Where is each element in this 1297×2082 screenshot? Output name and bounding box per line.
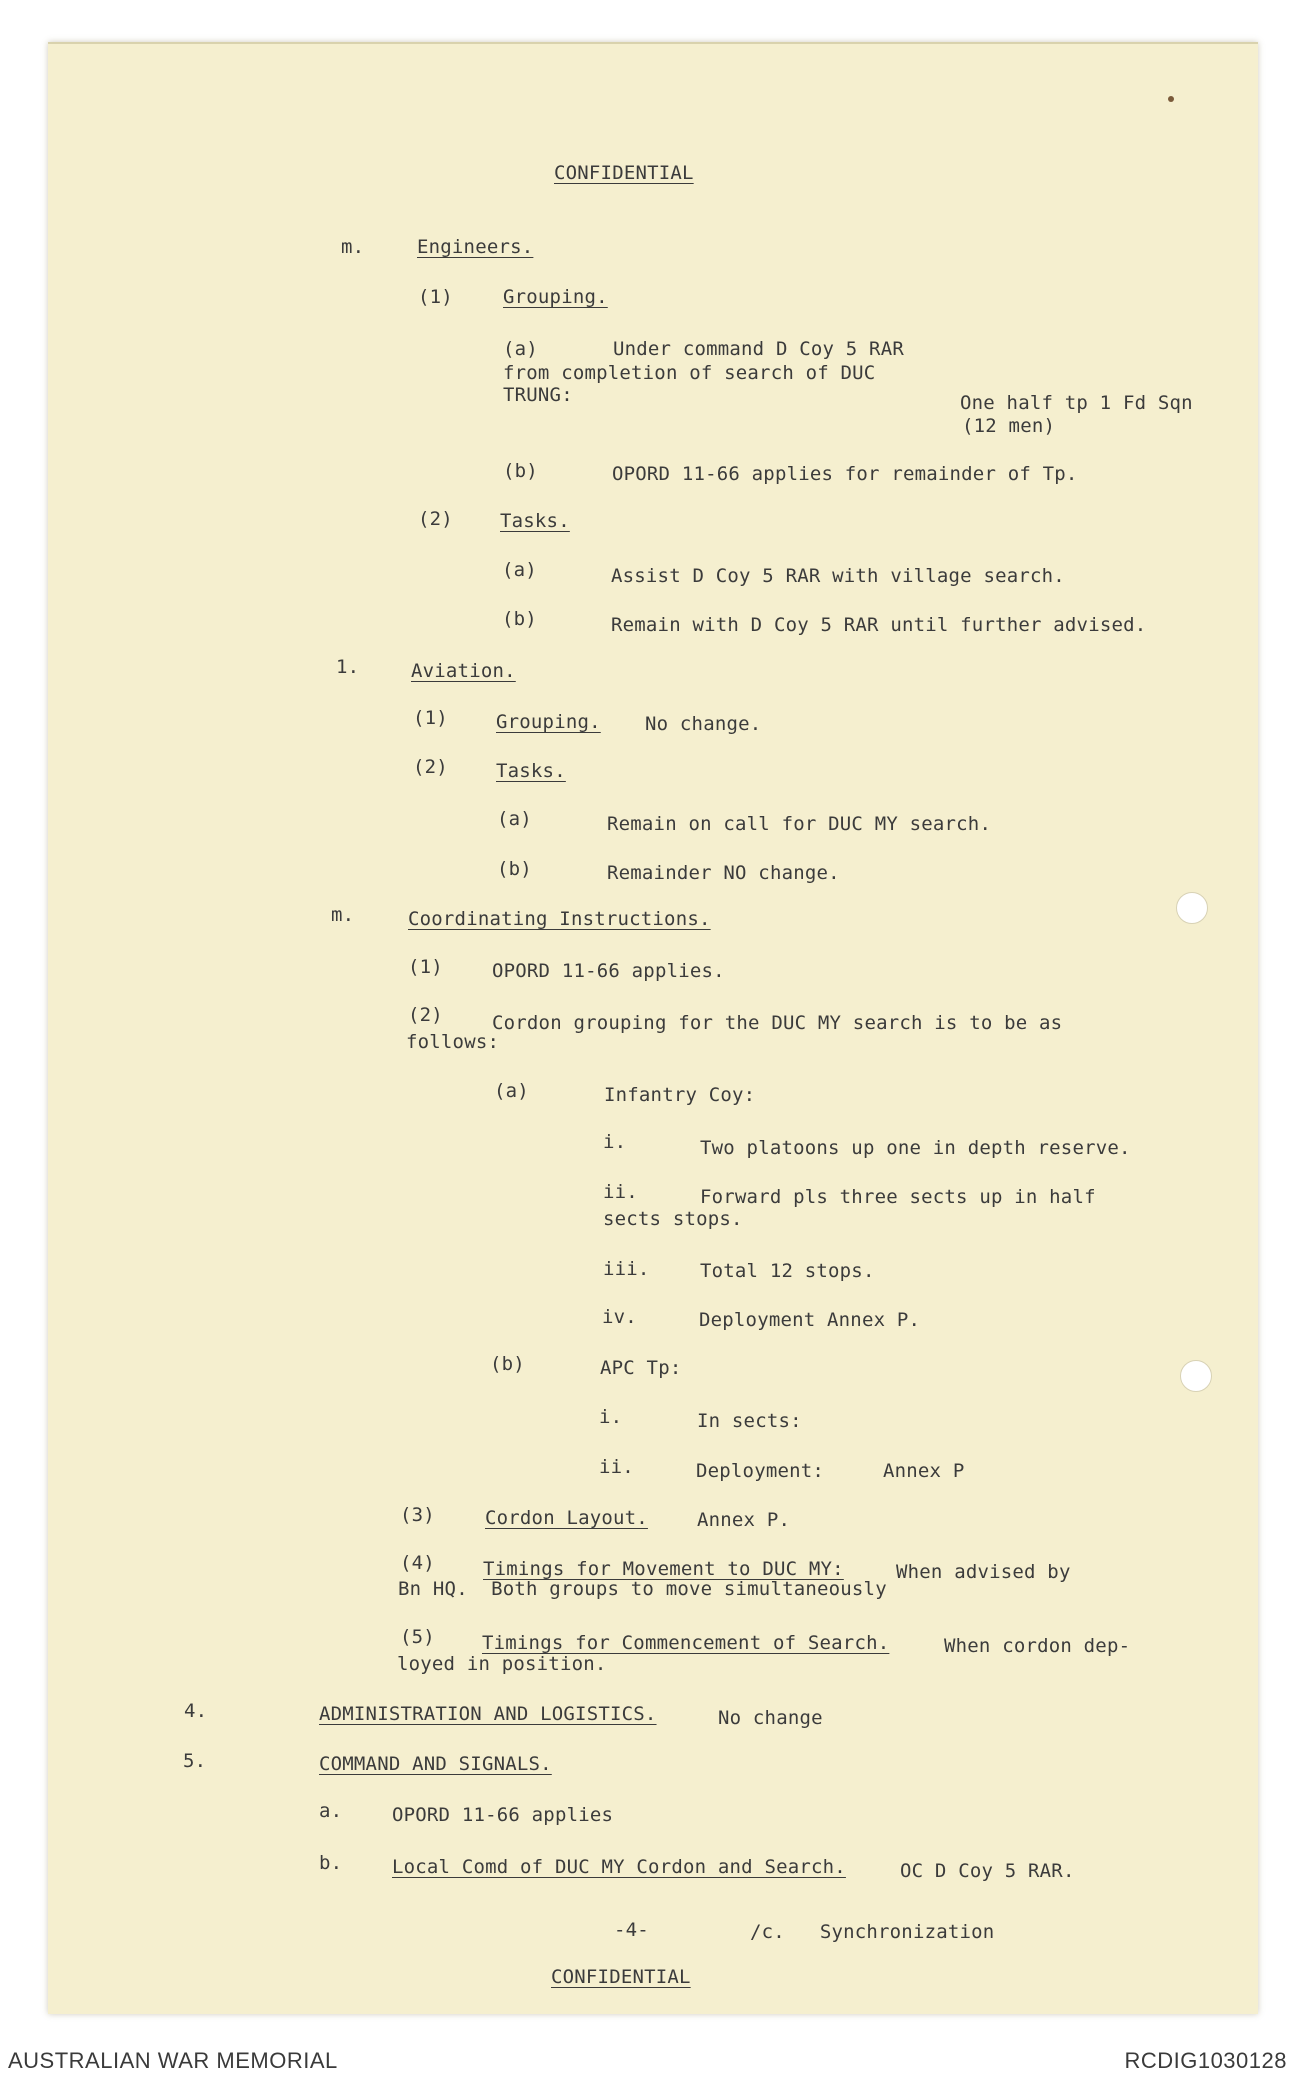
para-label: Timings for Movement to DUC MY:	[483, 1558, 844, 1580]
continuation-note: /c. Synchronization	[750, 1921, 995, 1943]
item-text: Deployment Annex P.	[699, 1309, 921, 1331]
para-label: Tasks.	[496, 760, 566, 782]
subpara-label: APC Tp:	[600, 1357, 682, 1379]
subpara-number: (b)	[502, 608, 537, 630]
page-number: -4-	[614, 1919, 649, 1941]
para-text: OC D Coy 5 RAR.	[900, 1860, 1075, 1882]
para-number: (2)	[418, 508, 453, 530]
item-text: In sects:	[697, 1410, 802, 1432]
para-text: No change.	[645, 713, 762, 735]
header-classification: CONFIDENTIAL	[554, 162, 694, 184]
subpara-text: Under command D Coy 5 RAR	[613, 338, 904, 360]
punch-hole-bottom	[1180, 1360, 1212, 1392]
subpara-number: (a)	[503, 338, 538, 360]
para-number: (1)	[413, 707, 448, 729]
para-label: Local Comd of DUC MY Cordon and Search.	[392, 1856, 846, 1878]
para-label: Tasks.	[500, 510, 570, 532]
para-number: (4)	[400, 1552, 435, 1574]
punch-hole-top	[1176, 892, 1208, 924]
para-text: OPORD 11-66 applies.	[492, 960, 725, 982]
subpara-label: Infantry Coy:	[604, 1084, 756, 1106]
para-number: (1)	[408, 956, 443, 978]
para-label: Timings for Commencement of Search.	[482, 1632, 890, 1654]
subpara-text: Assist D Coy 5 RAR with village search.	[611, 565, 1065, 587]
paper-speck	[1168, 96, 1174, 102]
section-number: m.	[341, 236, 365, 258]
subpara-text: Remainder NO change.	[607, 862, 840, 884]
item-number: iii.	[603, 1258, 650, 1280]
subpara-text: One half tp 1 Fd Sqn	[960, 392, 1193, 414]
section-title: Engineers.	[417, 236, 534, 258]
footer-classification: CONFIDENTIAL	[551, 1966, 691, 1988]
subpara-number: (b)	[503, 460, 538, 482]
para-text: follows:	[406, 1031, 500, 1053]
para-number: (5)	[400, 1626, 435, 1648]
item-text: Two platoons up one in depth reserve.	[700, 1137, 1131, 1159]
para-label: Grouping.	[503, 286, 608, 308]
archive-caption-right: RCDIG1030128	[1124, 2048, 1287, 2073]
para-label: Cordon Layout.	[485, 1507, 648, 1529]
para-label: Grouping.	[496, 711, 601, 733]
section-number: 5.	[183, 1750, 207, 1772]
item-text: sects stops.	[603, 1208, 743, 1230]
subpara-text: from completion of search of DUC	[503, 362, 876, 384]
item-text: Deployment:	[696, 1460, 825, 1482]
subpara-number: (b)	[497, 858, 532, 880]
para-text: OPORD 11-66 applies	[392, 1804, 614, 1826]
para-text: When cordon dep-	[944, 1635, 1131, 1657]
subpara-number: (b)	[490, 1353, 525, 1375]
archive-caption-left: AUSTRALIAN WAR MEMORIAL	[8, 2048, 338, 2073]
section-title: Aviation.	[411, 660, 516, 682]
para-number: (1)	[418, 286, 453, 308]
section-number: 1.	[336, 656, 360, 678]
para-number: b.	[319, 1852, 343, 1874]
para-number: (2)	[408, 1004, 443, 1026]
item-number: i.	[603, 1131, 627, 1153]
para-text: When advised by	[896, 1561, 1071, 1583]
section-number: m.	[331, 904, 355, 926]
item-number: ii.	[603, 1181, 638, 1203]
item-text: Forward pls three sects up in half	[700, 1186, 1096, 1208]
section-text: No change	[718, 1707, 823, 1729]
para-text: Annex P.	[697, 1509, 791, 1531]
para-text: loyed in position.	[397, 1653, 607, 1675]
item-text: Annex P	[883, 1460, 965, 1482]
subpara-text: TRUNG:	[503, 384, 573, 406]
subpara-text: (12 men)	[962, 415, 1056, 437]
subpara-number: (a)	[497, 808, 532, 830]
section-title: COMMAND AND SIGNALS.	[319, 1753, 552, 1775]
para-number: (3)	[400, 1504, 435, 1526]
section-title: Coordinating Instructions.	[408, 908, 711, 930]
item-number: i.	[599, 1406, 623, 1428]
subpara-text: OPORD 11-66 applies for remainder of Tp.	[612, 463, 1078, 485]
para-number: a.	[319, 1800, 343, 1822]
section-number: 4.	[184, 1700, 208, 1722]
subpara-text: Remain on call for DUC MY search.	[607, 813, 992, 835]
para-text: Bn HQ. Both groups to move simultaneously	[398, 1578, 887, 1600]
item-number: ii.	[599, 1456, 634, 1478]
para-text: Cordon grouping for the DUC MY search is to be as	[492, 1012, 1063, 1034]
subpara-number: (a)	[502, 559, 537, 581]
item-number: iv.	[602, 1306, 637, 1328]
item-text: Total 12 stops.	[700, 1260, 875, 1282]
subpara-text: Remain with D Coy 5 RAR until further advised.	[611, 614, 1147, 636]
section-title: ADMINISTRATION AND LOGISTICS.	[319, 1703, 657, 1725]
subpara-number: (a)	[494, 1080, 529, 1102]
para-number: (2)	[413, 756, 448, 778]
